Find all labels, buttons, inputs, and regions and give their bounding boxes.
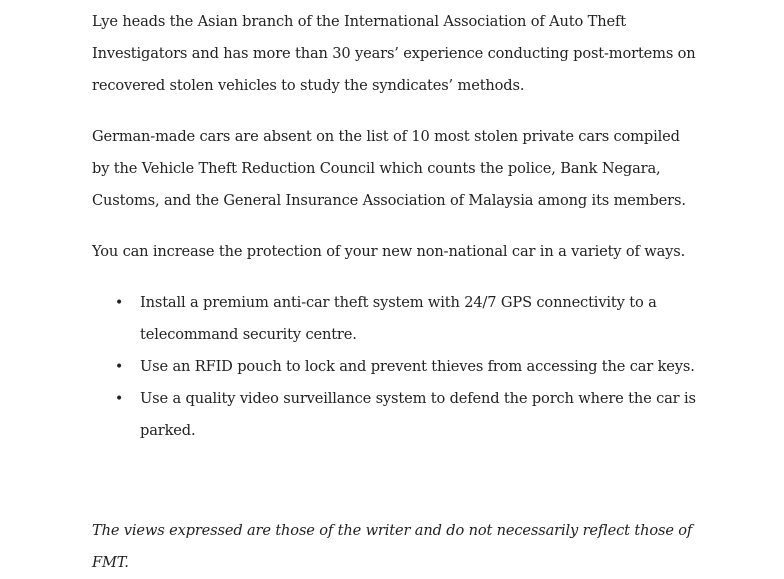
bullet-icon: •	[115, 359, 124, 375]
bullet-icon: •	[115, 295, 124, 311]
list-item	[115, 351, 696, 383]
paragraph-stolen-cars-list: German-made cars are absent on the list of 10 most stolen private cars compiled by the Vehicle Theft Reduction Council which counts the police, Bank Negara, Customs, and the General Insurance Association of Malaysia among its members.	[92, 128, 686, 209]
list-item-text: Install a premium anti-car theft system with 24/7 GPS connectivity to a telecommand security centre.	[140, 294, 657, 343]
paragraph-lye-background: Lye heads the Asian branch of the International Association of Auto Theft Investigators and has more than 30 years’ experience conducting post-mortems on recovered stolen vehicles to study the syndicates’ methods.	[92, 13, 696, 94]
paragraph-protection-intro: You can increase the protection of your new non-national car in a variety of ways.	[92, 243, 686, 260]
bullet-icon: •	[115, 391, 124, 407]
list-item	[115, 287, 696, 351]
list-item-text: Use an RFID pouch to lock and prevent thieves from accessing the car keys.	[140, 358, 695, 375]
disclaimer-text: The views expressed are those of the writer and do not necessarily reflect those of FMT.	[92, 522, 693, 571]
list-item-text: Use a quality video surveillance system to defend the porch where the car is parked.	[140, 390, 696, 439]
article-body	[92, 6, 696, 447]
list-item	[115, 383, 696, 447]
protection-tips-list	[92, 287, 696, 447]
